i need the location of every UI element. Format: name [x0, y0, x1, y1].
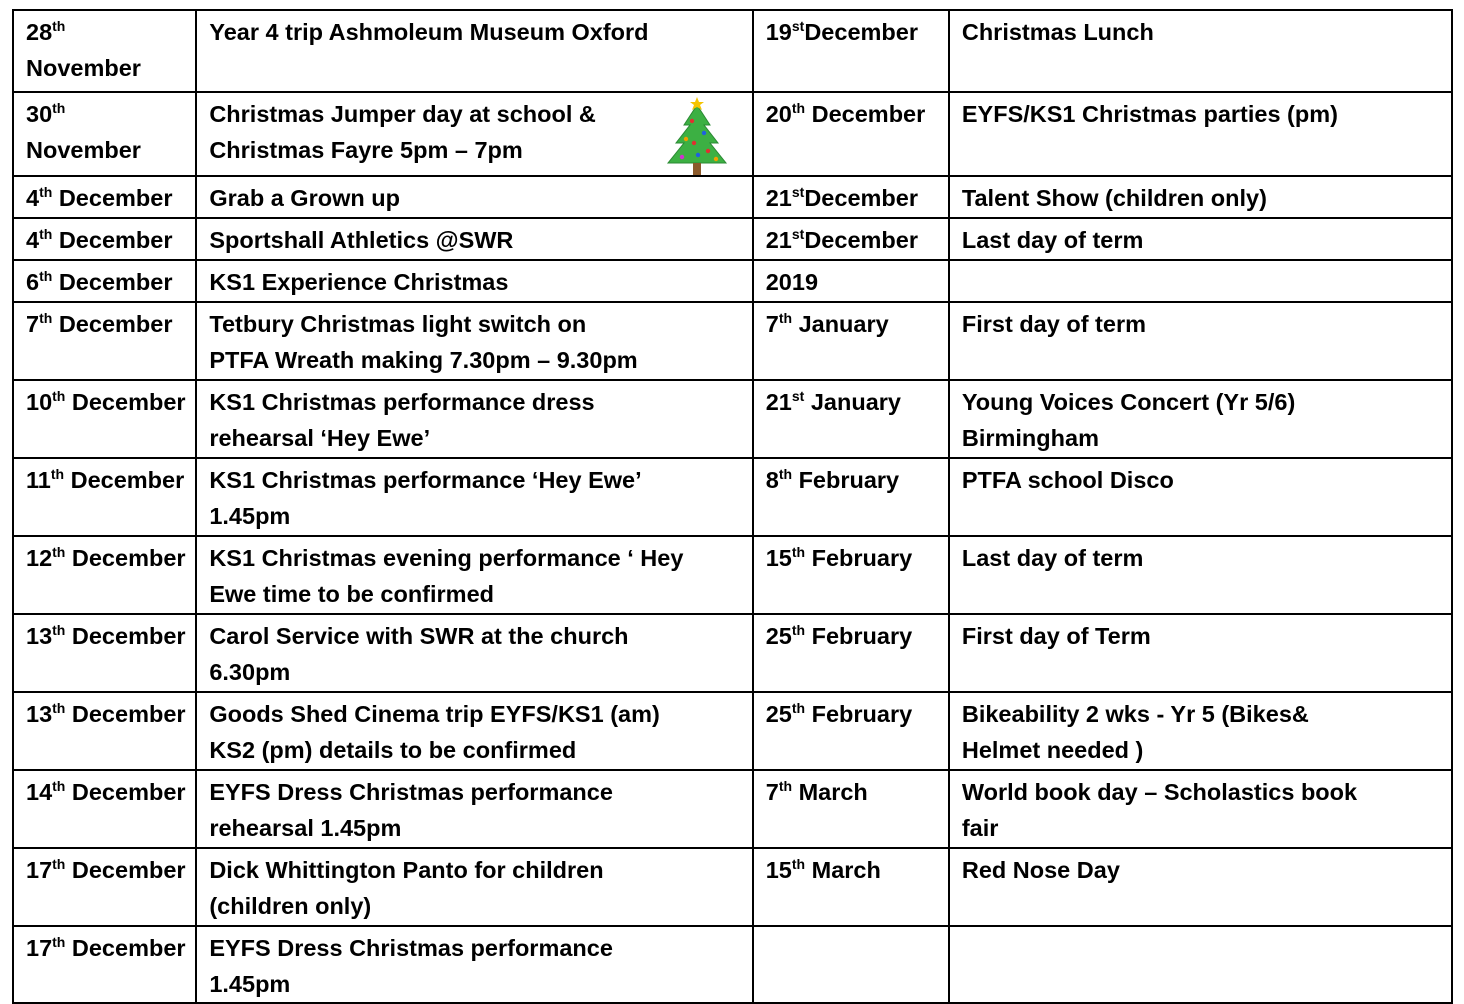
- date-day: 21: [765, 227, 792, 253]
- calendar-row: [13, 380, 1452, 458]
- event-description: [949, 176, 1452, 218]
- event-line: World book day – Scholastics book: [961, 779, 1358, 805]
- date-suffix: th: [52, 100, 66, 116]
- calendar-row: [13, 10, 1452, 92]
- date-suffix: th: [39, 184, 53, 200]
- date-suffix: th: [52, 388, 66, 404]
- event-line: KS2 (pm) details to be confirmed: [209, 737, 577, 763]
- event-description: [949, 536, 1452, 614]
- year-label: 2019: [765, 269, 819, 295]
- event-line: Young Voices Concert (Yr 5/6): [961, 389, 1296, 415]
- event-line: First day of term: [961, 311, 1146, 337]
- date-month: February: [811, 623, 913, 649]
- date-suffix: th: [39, 226, 53, 242]
- date-month: December: [71, 935, 186, 961]
- date-suffix: st: [791, 388, 805, 404]
- event-line: Last day of term: [961, 545, 1144, 571]
- event-date: [753, 218, 949, 260]
- date-month: December: [71, 623, 186, 649]
- date-day: 7: [765, 779, 779, 805]
- date-day: 17: [26, 857, 53, 883]
- date-month: December: [71, 545, 186, 571]
- date-suffix: th: [791, 622, 806, 638]
- event-description: [949, 458, 1452, 536]
- event-line: KS1 Christmas performance dress: [209, 389, 595, 415]
- date-month: December: [58, 185, 173, 211]
- date-day: 7: [765, 311, 779, 337]
- event-line: PTFA Wreath making 7.30pm – 9.30pm: [209, 347, 638, 373]
- event-line: fair: [961, 815, 999, 841]
- event-date: [753, 380, 949, 458]
- event-description: [196, 92, 752, 176]
- date-month: February: [798, 467, 900, 493]
- date-month: November: [26, 55, 141, 81]
- date-day: 17: [26, 935, 53, 961]
- date-suffix: th: [778, 466, 793, 482]
- date-month: December: [804, 19, 918, 45]
- date-day: 28: [26, 19, 53, 45]
- date-month: December: [71, 857, 186, 883]
- event-line: First day of Term: [961, 623, 1151, 649]
- event-description: [949, 92, 1452, 176]
- date-day: 20: [765, 101, 792, 127]
- date-month: December: [804, 227, 918, 253]
- date-suffix: th: [52, 856, 66, 872]
- date-day: 7: [26, 311, 40, 337]
- event-date: [13, 10, 196, 92]
- event-date: [13, 92, 196, 176]
- date-suffix: th: [52, 700, 66, 716]
- event-date: [13, 380, 196, 458]
- christmas-tree-icon: [662, 97, 732, 176]
- event-line: Bikeability 2 wks - Yr 5 (Bikes&: [961, 701, 1309, 727]
- date-month: March: [798, 779, 868, 805]
- date-suffix: th: [52, 934, 66, 950]
- date-day: 8: [765, 467, 779, 493]
- date-month: December: [71, 389, 186, 415]
- event-line: Goods Shed Cinema trip EYFS/KS1 (am): [209, 701, 660, 727]
- event-line: Sportshall Athletics @SWR: [209, 227, 514, 253]
- date-day: 19: [765, 19, 792, 45]
- event-description: [949, 380, 1452, 458]
- event-line: EYFS Dress Christmas performance: [209, 779, 613, 805]
- event-date: [753, 176, 949, 218]
- event-description: [949, 614, 1452, 692]
- event-line: EYFS Dress Christmas performance: [209, 935, 613, 961]
- date-suffix: th: [52, 622, 66, 638]
- event-description: [949, 770, 1452, 848]
- date-suffix: th: [39, 268, 53, 284]
- event-date: [13, 536, 196, 614]
- event-description: [949, 260, 1452, 302]
- event-line: KS1 Experience Christmas: [209, 269, 509, 295]
- event-description: [949, 692, 1452, 770]
- date-suffix: st: [791, 18, 805, 34]
- event-line: Red Nose Day: [961, 857, 1120, 883]
- event-description: [196, 218, 752, 260]
- event-line: Christmas Lunch: [961, 19, 1154, 45]
- event-date: [13, 218, 196, 260]
- date-suffix: st: [791, 226, 805, 242]
- date-day: 13: [26, 701, 53, 727]
- date-month: December: [804, 185, 918, 211]
- date-suffix: th: [778, 310, 793, 326]
- event-date: [13, 692, 196, 770]
- date-month: December: [70, 467, 185, 493]
- event-date: [753, 614, 949, 692]
- event-date: [13, 848, 196, 926]
- event-date: [13, 614, 196, 692]
- date-suffix: th: [791, 700, 806, 716]
- event-line: Carol Service with SWR at the church: [209, 623, 629, 649]
- event-description: [196, 926, 752, 1003]
- calendar-table: [12, 9, 1453, 1004]
- event-date: [13, 176, 196, 218]
- event-description: [196, 536, 752, 614]
- date-month: December: [58, 269, 173, 295]
- event-description: [196, 380, 752, 458]
- calendar-row: [13, 692, 1452, 770]
- date-suffix: th: [52, 544, 66, 560]
- date-month: January: [810, 389, 901, 415]
- date-day: 13: [26, 623, 53, 649]
- date-month: March: [811, 857, 881, 883]
- date-suffix: th: [791, 856, 806, 872]
- event-description: [949, 302, 1452, 380]
- date-day: 25: [765, 701, 792, 727]
- event-date: [753, 536, 949, 614]
- event-date: [753, 458, 949, 536]
- event-description: [196, 302, 752, 380]
- event-date: [13, 302, 196, 380]
- event-line: (children only): [209, 893, 372, 919]
- event-line: 6.30pm: [209, 659, 291, 685]
- date-day: 4: [26, 185, 40, 211]
- event-line: Christmas Jumper day at school &: [209, 101, 596, 127]
- event-description: [949, 848, 1452, 926]
- date-day: 30: [26, 101, 53, 127]
- event-description: [949, 218, 1452, 260]
- calendar-row: [13, 926, 1452, 1003]
- event-date: [753, 92, 949, 176]
- calendar-row: [13, 614, 1452, 692]
- date-day: 11: [26, 467, 51, 493]
- event-description: [196, 848, 752, 926]
- event-line: 1.45pm: [209, 971, 291, 997]
- event-line: Talent Show (children only): [961, 185, 1267, 211]
- date-month: December: [811, 101, 926, 127]
- calendar-row: [13, 770, 1452, 848]
- event-line: Tetbury Christmas light switch on: [209, 311, 587, 337]
- date-day: 4: [26, 227, 40, 253]
- event-line: Last day of term: [961, 227, 1144, 253]
- date-month: December: [71, 779, 186, 805]
- date-suffix: th: [39, 310, 53, 326]
- event-line: EYFS/KS1 Christmas parties (pm): [961, 101, 1338, 127]
- event-line: Ewe time to be confirmed: [209, 581, 494, 607]
- event-date: [13, 770, 196, 848]
- date-day: 15: [765, 545, 792, 571]
- event-line: 1.45pm: [209, 503, 291, 529]
- event-date: [753, 260, 949, 302]
- event-line: KS1 Christmas performance ‘Hey Ewe’: [209, 467, 642, 493]
- event-description: [949, 926, 1452, 1003]
- event-line: Grab a Grown up: [209, 185, 400, 211]
- date-month: January: [798, 311, 889, 337]
- event-line: Birmingham: [961, 425, 1099, 451]
- calendar-row: [13, 260, 1452, 302]
- calendar-row: [13, 218, 1452, 260]
- date-suffix: th: [791, 544, 806, 560]
- event-description: [196, 458, 752, 536]
- event-date: [753, 848, 949, 926]
- date-month: November: [26, 137, 141, 163]
- event-line: Helmet needed ): [961, 737, 1144, 763]
- calendar-row: [13, 458, 1452, 536]
- event-description: [196, 176, 752, 218]
- date-day: 6: [26, 269, 40, 295]
- date-month: February: [811, 701, 913, 727]
- date-day: 12: [26, 545, 53, 571]
- event-description: [949, 10, 1452, 92]
- event-line: Christmas Fayre 5pm – 7pm: [209, 137, 523, 163]
- event-date: [753, 692, 949, 770]
- date-month: December: [58, 311, 173, 337]
- event-line: PTFA school Disco: [961, 467, 1174, 493]
- date-suffix: st: [791, 184, 805, 200]
- date-suffix: th: [52, 778, 66, 794]
- date-day: 25: [765, 623, 792, 649]
- event-description: [196, 770, 752, 848]
- date-day: 14: [26, 779, 53, 805]
- event-line: rehearsal 1.45pm: [209, 815, 402, 841]
- event-date: [13, 260, 196, 302]
- event-date: [13, 458, 196, 536]
- date-suffix: th: [778, 778, 793, 794]
- event-description: [196, 692, 752, 770]
- date-suffix: th: [52, 18, 66, 34]
- calendar-row: [13, 176, 1452, 218]
- date-month: February: [811, 545, 913, 571]
- date-suffix: th: [791, 100, 806, 116]
- event-line: Dick Whittington Panto for children: [209, 857, 604, 883]
- date-month: December: [71, 701, 186, 727]
- event-description: [196, 260, 752, 302]
- date-month: December: [58, 227, 173, 253]
- event-line: KS1 Christmas evening performance ‘ Hey: [209, 545, 684, 571]
- event-description: [196, 10, 752, 92]
- calendar-row: [13, 302, 1452, 380]
- event-date: [753, 770, 949, 848]
- date-day: 15: [765, 857, 792, 883]
- event-description: [196, 614, 752, 692]
- event-line: Year 4 trip Ashmoleum Museum Oxford: [209, 19, 649, 45]
- event-date: [753, 926, 949, 1003]
- calendar-row: [13, 92, 1452, 176]
- event-line: rehearsal ‘Hey Ewe’: [209, 425, 431, 451]
- date-suffix: th: [50, 466, 65, 482]
- event-date: [753, 10, 949, 92]
- calendar-row: [13, 536, 1452, 614]
- date-day: 10: [26, 389, 53, 415]
- event-date: [13, 926, 196, 1003]
- date-day: 21: [765, 389, 792, 415]
- calendar-row: [13, 848, 1452, 926]
- date-day: 21: [765, 185, 792, 211]
- event-date: [753, 302, 949, 380]
